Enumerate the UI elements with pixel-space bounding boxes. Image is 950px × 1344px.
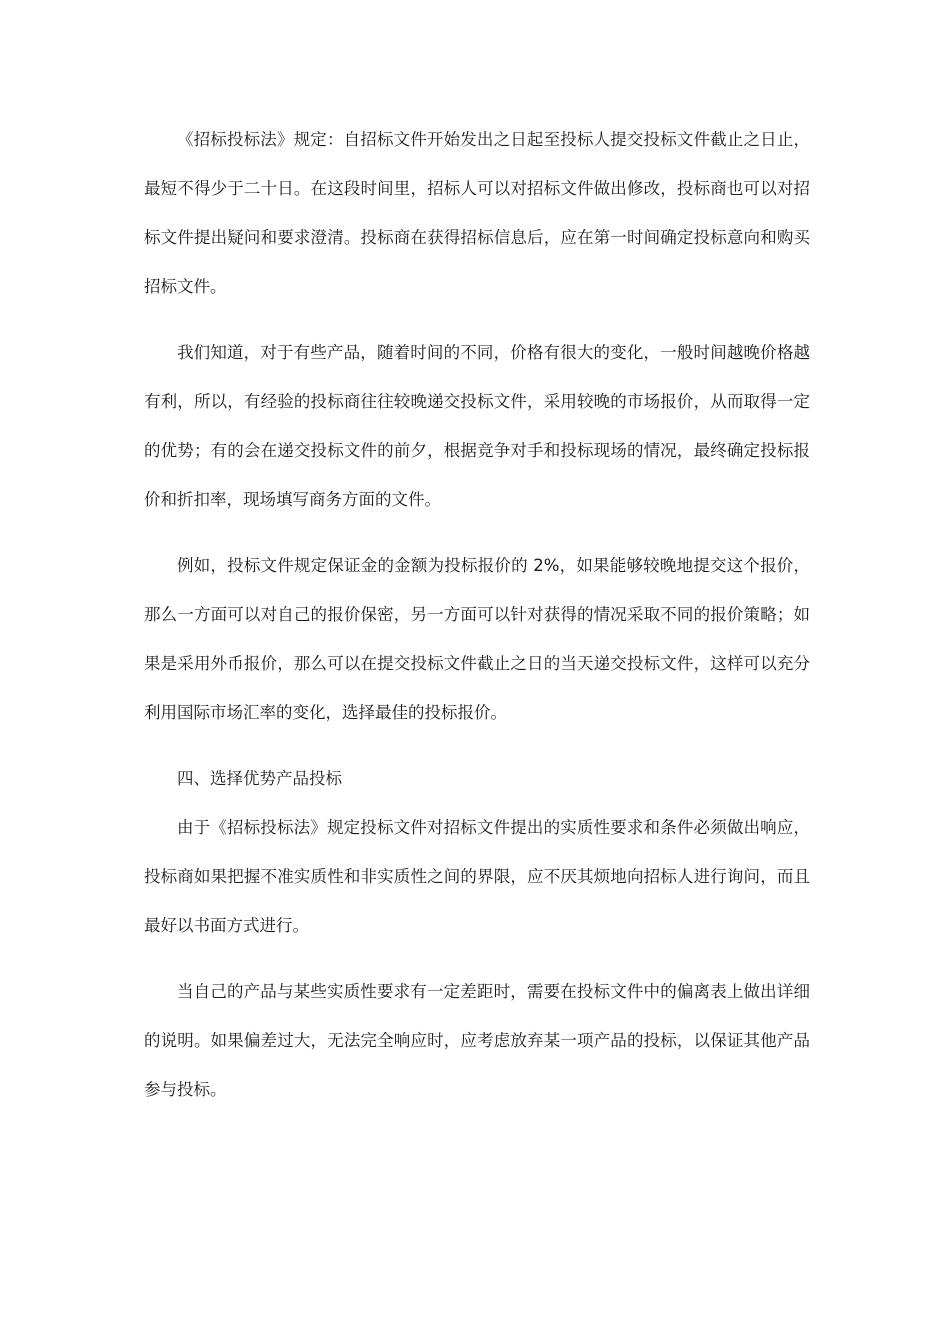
paragraph-deviation-table: 当自己的产品与某些实质性要求有一定差距时，需要在投标文件中的偏离表上做出详细的说明。如果偏差过大，无法完全响应时，应考虑放弃某一项产品的投标，以保证其他产品参与投标。 (144, 982, 810, 1099)
paragraph-substantive-requirements: 由于《招标投标法》规定投标文件对招标文件提出的实质性要求和条件必须做出响应，投标商如果把握不准实质性和非实质性之间的界限，应不厌其烦地向招标人进行询问，而且最好以书面方式进行。 (144, 818, 810, 935)
section-heading: 四、选择优势产品投标 (177, 769, 342, 788)
paragraph-deposit-example: 例如，投标文件规定保证金的金额为投标报价的 2%，如果能够较晚地提交这个报价，那么一方面可以对自己的报价保密，另一方面可以针对获得的情况采取不同的报价策略；如果是采用外币报价，那么可以在提交投标文件截止之日的当天递交投标文件，这样可以充分利用国际市场汇率的变化，选择最佳的投标报价。 (144, 556, 810, 722)
paragraph-late-submission: 我们知道，对于有些产品，随着时间的不同，价格有很大的变化，一般时间越晚价格越有利，所以，有经验的投标商往往较晚递交投标文件，采用较晚的市场报价，从而取得一定的优势；有的会在递交投标文件的前夕，根据竞争对手和投标现场的情况，最终确定投标报价和折扣率，现场填写商务方面的文件。 (144, 343, 810, 509)
document-body (144, 115, 810, 1114)
paragraph-bidding-period: 《招标投标法》规定：自招标文件开始发出之日起至投标人提交投标文件截止之日止，最短不得少于二十日。在这段时间里，招标人可以对招标文件做出修改，投标商也可以对招标文件提出疑问和要求澄清。投标商在获得招标信息后，应在第一时间确定投标意向和购买招标文件。 (144, 130, 810, 296)
